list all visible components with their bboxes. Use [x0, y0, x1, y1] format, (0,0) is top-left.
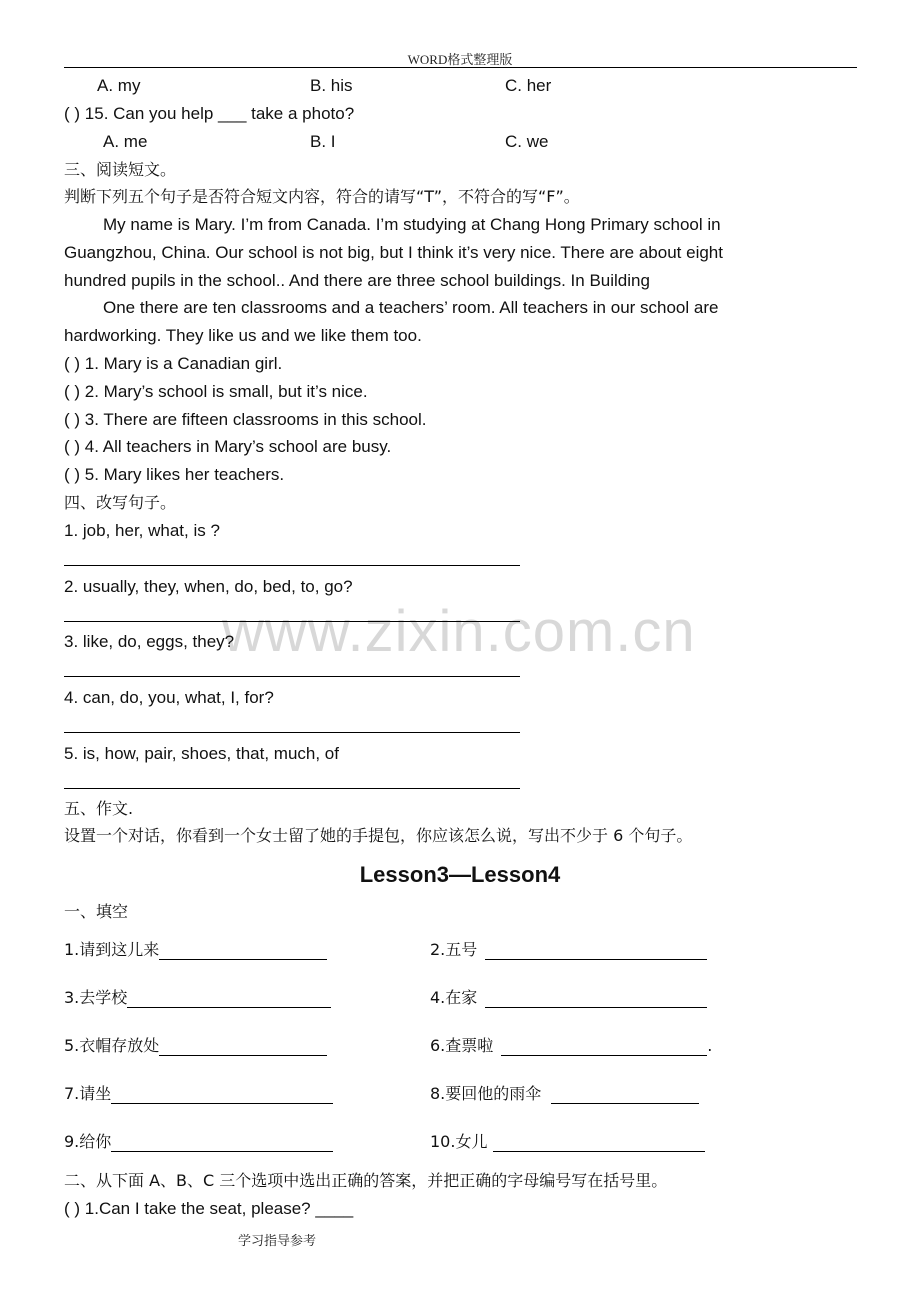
page-header: WORD格式整理版 [407, 52, 513, 67]
fill-blank-6[interactable] [501, 1037, 707, 1056]
q14-option-a: A. my [97, 76, 141, 95]
rewrite-item-3: 3. like, do, eggs, they? [64, 632, 235, 651]
fill-item-1 [64, 940, 327, 960]
fill-blank-7[interactable] [111, 1085, 333, 1104]
fill-item-4 [430, 988, 707, 1008]
answer-line-4 [64, 732, 520, 733]
answer-line-3 [64, 676, 520, 677]
fill-item-8-label: 8.要回他的雨伞 [430, 1084, 542, 1103]
rewrite-item-1: 1. job, her, what, is ? [64, 521, 220, 540]
fill-blank-4[interactable] [485, 989, 707, 1008]
judgement-item-3: ( ) 3. There are fifteen classrooms in this school. [64, 410, 427, 429]
answer-line-1 [64, 565, 520, 566]
section3-instruction: 判断下列五个句子是否符合短文内容，符合的请写“T”，不符合的写“F”。 [64, 187, 580, 206]
section3-heading: 三、阅读短文。 [64, 160, 177, 179]
q15-row [64, 104, 354, 124]
section5-heading: 五、作文. [64, 799, 134, 818]
q15-paren: ( ) [64, 104, 81, 123]
fill-item-5-label: 5.衣帽存放处 [64, 1036, 160, 1055]
passage-line-2: Guangzhou, China. Our school is not big, but I think it’s very nice. There are about eight [64, 243, 723, 262]
fill-item-4-label: 4.在家 [430, 988, 478, 1007]
fill-blank-3[interactable] [127, 989, 331, 1008]
watermark: www.zixin.com.cn [222, 599, 696, 664]
fill-item-6-label: 6.查票啦 [430, 1036, 494, 1055]
fill-item-2 [430, 940, 707, 960]
choice-item-1: ( ) 1.Can I take the seat, please? ____ [64, 1199, 354, 1218]
fill-blank-2[interactable] [485, 941, 707, 960]
rewrite-item-4: 4. can, do, you, what, I, for? [64, 688, 274, 707]
fill-item-10 [430, 1132, 705, 1152]
fill-item-3-label: 3.去学校 [64, 988, 128, 1007]
rewrite-item-2: 2. usually, they, when, do, bed, to, go? [64, 577, 353, 596]
fill-item-5 [64, 1036, 327, 1056]
lesson-title: Lesson3—Lesson4 [359, 862, 561, 887]
passage-line-5: hardworking. They like us and we like them too. [64, 326, 422, 345]
fill-heading: 一、填空 [64, 902, 129, 921]
q14-option-c: C. her [505, 76, 552, 95]
judgement-item-4: ( ) 4. All teachers in Mary’s school are busy. [64, 437, 392, 456]
page-footer: 学习指导参考 [238, 1233, 317, 1248]
fill-item-8 [430, 1084, 699, 1104]
q15-option-c: C. we [505, 132, 549, 151]
fill-blank-10[interactable] [493, 1133, 705, 1152]
fill-item-3 [64, 988, 331, 1008]
fill-item-6-period: . [707, 1036, 713, 1055]
answer-line-2 [64, 621, 520, 622]
header-rule [64, 67, 857, 68]
fill-item-7 [64, 1084, 333, 1104]
fill-blank-5[interactable] [159, 1037, 327, 1056]
fill-item-7-label: 7.请坐 [64, 1084, 112, 1103]
section5-instruction: 设置一个对话，你看到一个女士留了她的手提包，你应该怎么说，写出不少于 6 个句子。 [64, 826, 693, 845]
fill-item-9 [64, 1132, 333, 1152]
rewrite-item-5: 5. is, how, pair, shoes, that, much, of [64, 744, 339, 763]
q14-option-b: B. his [310, 76, 353, 95]
section4-heading: 四、改写句子。 [64, 493, 177, 512]
fill-item-2-label: 2.五号 [430, 940, 478, 959]
judgement-item-5: ( ) 5. Mary likes her teachers. [64, 465, 285, 484]
fill-item-6 [430, 1036, 712, 1056]
passage-line-4: One there are ten classrooms and a teachers’ room. All teachers in our school are [103, 298, 719, 317]
fill-item-9-label: 9.给你 [64, 1132, 112, 1151]
judgement-item-2: ( ) 2. Mary’s school is small, but it’s nice. [64, 382, 368, 401]
choice-heading: 二、从下面 A、B、C 三个选项中选出正确的答案，并把正确的字母编号写在括号里。 [64, 1171, 668, 1190]
fill-blank-9[interactable] [111, 1133, 333, 1152]
fill-blank-8[interactable] [551, 1085, 699, 1104]
q15-option-b: B. I [310, 132, 336, 151]
passage-line-3: hundred pupils in the school.. And there are three school buildings. In Building [64, 271, 650, 290]
q15-stem: 15. Can you help ___ take a photo? [84, 104, 355, 123]
fill-blank-1[interactable] [159, 941, 327, 960]
fill-item-1-label: 1.请到这儿来 [64, 940, 160, 959]
passage-line-1: My name is Mary. I’m from Canada. I’m studying at Chang Hong Primary school in [103, 215, 721, 234]
judgement-item-1: ( ) 1. Mary is a Canadian girl. [64, 354, 283, 373]
q15-option-a: A. me [103, 132, 148, 151]
answer-line-5 [64, 788, 520, 789]
fill-item-10-label: 10.女儿 [430, 1132, 488, 1151]
